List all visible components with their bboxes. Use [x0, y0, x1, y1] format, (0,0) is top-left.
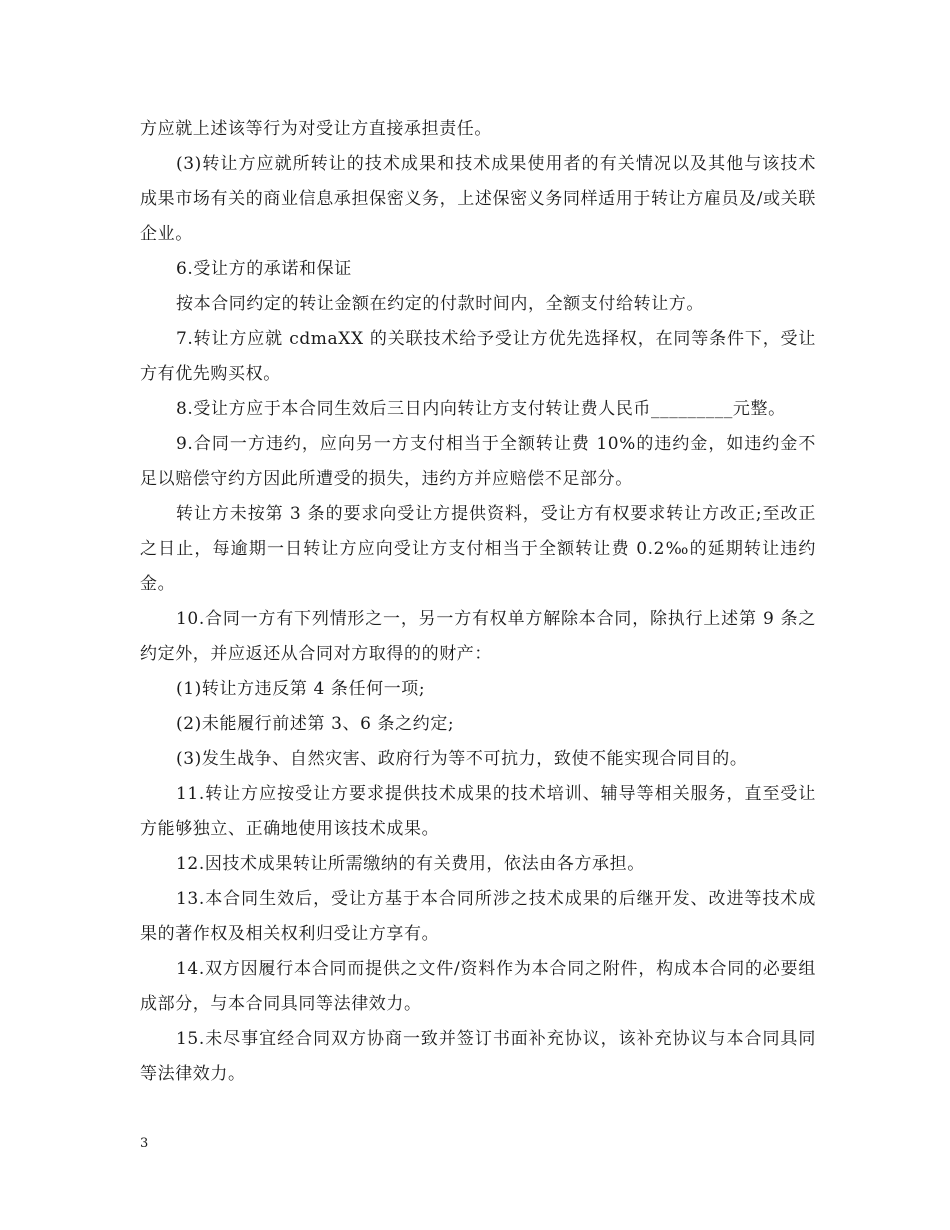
paragraph-3: 6.受让方的承诺和保证: [176, 259, 352, 279]
paragraph-8: 转让方未按第 3 条的要求向受让方提供资料，受让方有权要求转让方改正;至改正之日止，每逾期一日转让方应向受让方支付相当于全额转让费 0.2‰的延期转让违约金。: [140, 504, 816, 594]
document-body: [140, 112, 816, 1092]
paragraph-1: 方应就上述该等行为对受让方直接承担责任。: [140, 119, 492, 139]
paragraph-7: 9.合同一方违约，应向另一方支付相当于全额转让费 10%的违约金，如违约金不足以赔偿守约方因此所遭受的损失，违约方并应赔偿不足部分。: [140, 434, 816, 489]
paragraph-5: 7.转让方应就 cdmaXX 的关联技术给予受让方优先选择权，在同等条件下，受让方有优先购买权。: [140, 329, 816, 384]
paragraph-2: (3)转让方应就所转让的技术成果和技术成果使用者的有关情况以及其他与该技术成果市场有关的商业信息承担保密义务，上述保密义务同样适用于转让方雇员及/或关联企业。: [140, 154, 816, 244]
paragraph-10: (1)转让方违反第 4 条任何一项;: [176, 679, 426, 699]
paragraph-6: 8.受让方应于本合同生效后三日内向转让方支付转让费人民币_________元整。: [176, 399, 786, 419]
paragraph-11: (2)未能履行前述第 3、6 条之约定;: [176, 714, 455, 734]
page-number: 3: [140, 1136, 149, 1151]
paragraph-9: 10.合同一方有下列情形之一，另一方有权单方解除本合同，除执行上述第 9 条之约定外，并应返还从合同对方取得的的财产：: [140, 609, 816, 664]
paragraph-12: (3)发生战争、自然灾害、政府行为等不可抗力，致使不能实现合同目的。: [176, 749, 748, 769]
paragraph-15: 13.本合同生效后，受让方基于本合同所涉之技术成果的后继开发、改进等技术成果的著作权及相关权利归受让方享有。: [140, 889, 816, 944]
paragraph-17: 15.未尽事宜经合同双方协商一致并签订书面补充协议，该补充协议与本合同具同等法律效力。: [140, 1029, 816, 1084]
paragraph-14: 12.因技术成果转让所需缴纳的有关费用，依法由各方承担。: [176, 854, 645, 874]
paragraph-16: 14.双方因履行本合同而提供之文件/资料作为本合同之附件，构成本合同的必要组成部分，与本合同具同等法律效力。: [140, 959, 816, 1014]
paragraph-13: 11.转让方应按受让方要求提供技术成果的技术培训、辅导等相关服务，直至受让方能够独立、正确地使用该技术成果。: [140, 784, 816, 839]
paragraph-4: 按本合同约定的转让金额在约定的付款时间内，全额支付给转让方。: [176, 294, 704, 314]
